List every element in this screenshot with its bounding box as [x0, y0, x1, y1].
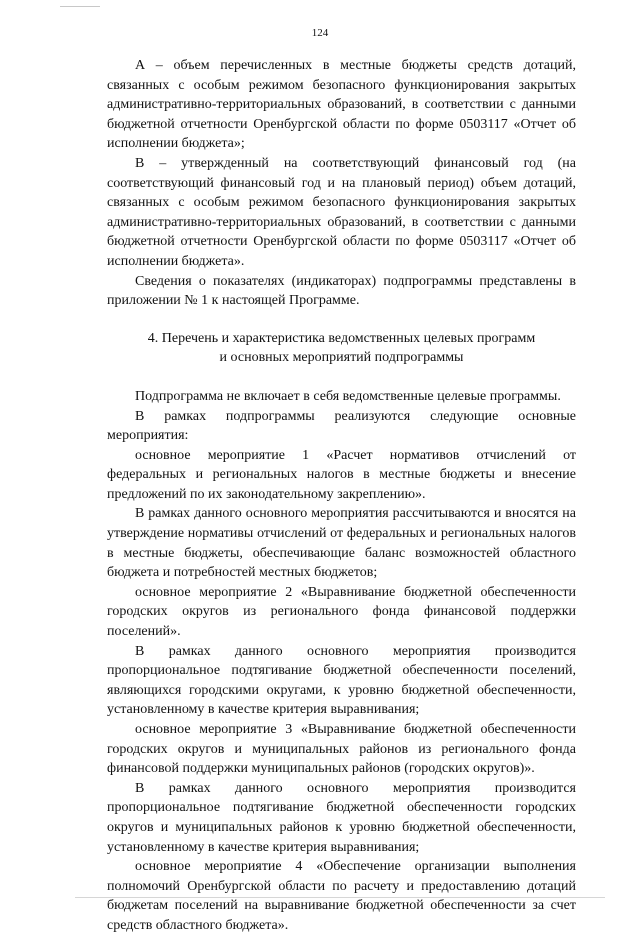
- paragraph-activity-3: основное мероприятие 3 «Выравнивание бюджетной обеспеченности городских округов и муниципальных районов из регионального фонда финансовой поддержки муниципальных районов (городских округов)».: [107, 722, 576, 777]
- paragraph-activity-1-description: В рамках данного основного мероприятия рассчитываются и вносятся на утверждение нормативы отчислений от федеральных и региональных налогов в местные бюджеты, обеспечивающие баланс возможностей областного бюджета и потребностей местных бюджетов;: [107, 506, 576, 581]
- paragraph-activity-4: основное мероприятие 4 «Обеспечение организации выполнения полномочий Оренбургской области по расчету и предоставлению дотаций бюджетам поселений на выравнивание бюджетной обеспеченности за счет средств областного бюджета».: [107, 859, 576, 933]
- section-heading: [107, 329, 576, 368]
- scan-noise-bottom: [75, 897, 605, 898]
- paragraph-b-definition: В – утвержденный на соответствующий финансовый год (на соответствующий финансовый год и на плановый период) объем дотаций, связанных с особым режимом безопасного функционирования закрытых административно-территориальных образований, в соответствии с данными бюджетной отчетности Оренбургской области по форме 0503117 «Отчет об исполнении бюджета».: [107, 155, 576, 269]
- section-heading-line-1: 4. Перечень и характеристика ведомственных целевых программ: [147, 330, 536, 346]
- paragraph-activity-2-description: В рамках данного основного мероприятия производится пропорциональное подтягивание бюджетной обеспеченности поселений, являющихся городскими округами, к уровню бюджетной обеспеченности, установленному в качестве критерия выравнивания;: [107, 643, 576, 718]
- document-body: [107, 56, 576, 936]
- paragraph-activity-1: основное мероприятие 1 «Расчет нормативов отчислений от федеральных и региональных налогов в местные бюджеты и внесение предложений по их законодательному закреплению».: [107, 447, 576, 502]
- section-heading-line-2: и основных мероприятий подпрограммы: [219, 350, 464, 366]
- paragraph-activity-3-description: В рамках данного основного мероприятия производится пропорциональное подтягивание бюджетной обеспеченности городских округов и муниципальных районов к уровню бюджетной обеспеченности, установленному в качестве критерия выравнивания;: [107, 780, 576, 855]
- scan-noise-top: [60, 6, 100, 7]
- paragraph-main-activities-intro: В рамках подпрограммы реализуются следующие основные мероприятия:: [107, 408, 576, 444]
- page-number: 124: [311, 27, 329, 39]
- paragraph-a-definition: А – объем перечисленных в местные бюджеты средств дотаций, связанных с особым режимом безопасного функционирования закрытых административно-территориальных образований, в соответствии с данными бюджетной отчетности Оренбургской области по форме 0503117 «Отчет об исполнении бюджета»;: [107, 58, 576, 152]
- paragraph-activity-2: основное мероприятие 2 «Выравнивание бюджетной обеспеченности городских округов из регионального фонда финансовой поддержки поселений».: [107, 584, 576, 640]
- paragraph-indicators: Сведения о показателях (индикаторах) подпрограммы представлены в приложении № 1 к настоящей Программе.: [107, 273, 576, 309]
- paragraph-no-target-programs: Подпрограмма не включает в себя ведомственные целевые программы.: [135, 388, 561, 404]
